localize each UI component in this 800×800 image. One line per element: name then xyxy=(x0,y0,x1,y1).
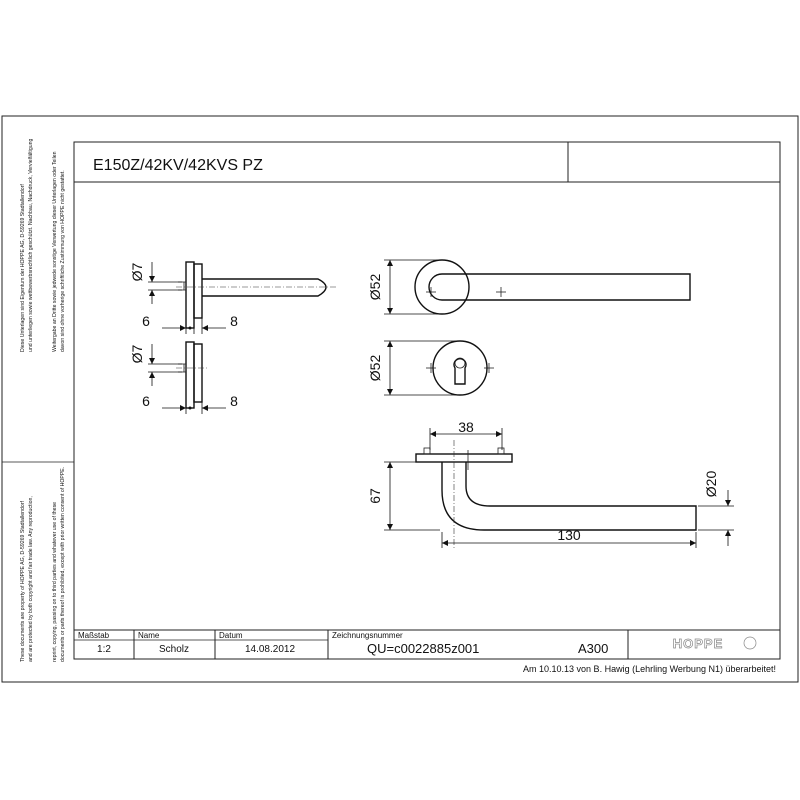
dim-handle-height: 67 xyxy=(367,488,383,504)
copyright-de-1: Diese Unterlagen sind Eigentum der HOPPE AG, D-59269 Stadtallendorf xyxy=(20,184,26,352)
copyright-de-2: und unterliegen sowie wettbewerbsrechtlich geschützt. Nachbau, Nachdruck, Vervielfältigung xyxy=(28,138,34,352)
front-view-escutcheon xyxy=(384,341,494,395)
hoppe-logo-mark xyxy=(744,637,756,649)
dim-esc-right: 8 xyxy=(230,393,238,409)
side-view-escutcheon xyxy=(148,342,226,414)
date-label: Datum xyxy=(219,631,243,640)
dim-handle-length: 130 xyxy=(557,527,581,543)
dim-esc-left: 6 xyxy=(142,393,150,409)
dim-esc-bore: Ø7 xyxy=(129,344,145,364)
dim-rose-spacing: 38 xyxy=(458,419,474,435)
drawing-frame xyxy=(74,142,780,659)
name-label: Name xyxy=(138,631,160,640)
sheet-format: A300 xyxy=(578,641,609,656)
copyright-de-3: Weitergabe an Dritte sowie jedwede sonstige Verwertung dieser Unterlagen oder Teilen xyxy=(52,151,58,352)
front-view-rose xyxy=(384,260,690,314)
drawing-number-value: QU=c0022885z001 xyxy=(367,641,480,656)
dim-rose-left: 6 xyxy=(142,313,150,329)
side-view-rose xyxy=(148,262,338,334)
sheet-border xyxy=(2,116,798,682)
copyright-en-1: These documents are property of HOPPE AG, D-59269 Stadtallendorf xyxy=(20,501,26,662)
dim-esc-diameter: Ø52 xyxy=(367,354,383,382)
drawing-title: E150Z/42KV/42KVS PZ xyxy=(93,157,263,174)
copyright-de-4: davon sind ohne vorherige schriftliche Zustimmung von HOPPE nicht gestattet. xyxy=(60,170,66,352)
hoppe-logo: HOPPE xyxy=(672,636,724,651)
copyright-en-3: reprint, copying, passing on to third parties and whatever use of these xyxy=(52,501,58,662)
date-value: 14.08.2012 xyxy=(244,644,296,655)
dim-handle-diameter: Ø20 xyxy=(703,470,719,498)
dim-rose-bore: Ø7 xyxy=(129,262,145,282)
dim-rose-diameter: Ø52 xyxy=(367,273,383,301)
copyright-en-4: documents or parts thereof is prohibited, except with prior written consent of HOPPE. xyxy=(60,466,66,662)
name-value: Scholz xyxy=(158,644,190,655)
scale-label: Maßstab xyxy=(78,631,110,640)
scale-value: 1:2 xyxy=(97,644,111,655)
drawing-number-label: Zeichnungsnummer xyxy=(332,631,403,640)
dim-rose-right: 8 xyxy=(230,313,238,329)
copyright-en-2: and are protected by both copyright and fair trade law. Any reproduction, xyxy=(28,496,34,662)
copyright-de xyxy=(20,139,66,352)
revision-note: Am 10.10.13 von B. Hawig (Lehrling Werbung N1) überarbeitet! xyxy=(523,664,776,674)
copyright-en xyxy=(20,467,66,662)
